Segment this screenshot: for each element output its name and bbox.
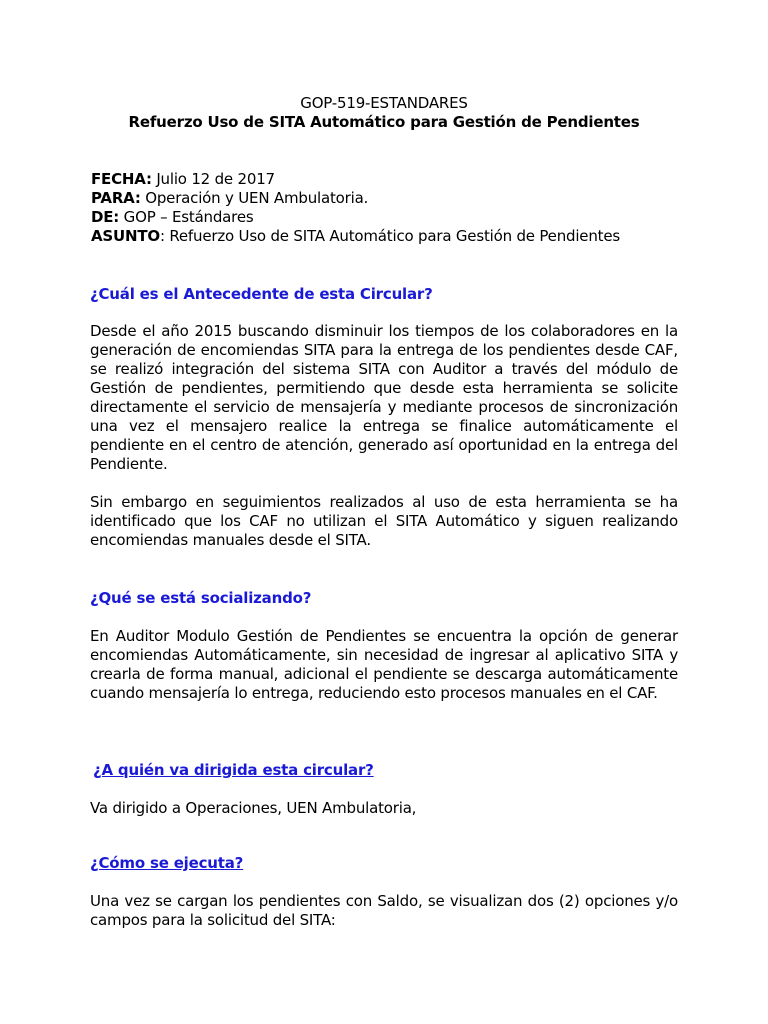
section-socializando-heading: ¿Qué se está socializando?: [90, 589, 312, 607]
meta-fecha: [91, 170, 275, 189]
meta-fecha-value: Julio 12 de 2017: [151, 170, 275, 188]
section-dirigida-heading: ¿A quién va dirigida esta circular?: [93, 761, 374, 779]
meta-asunto: [91, 227, 620, 246]
section-dirigida-paragraph: Va dirigido a Operaciones, UEN Ambulatoria,: [90, 799, 417, 817]
section-antecedente-heading: ¿Cuál es el Antecedente de esta Circular?: [90, 285, 433, 303]
meta-de-label: DE:: [91, 208, 120, 226]
meta-de: [91, 208, 253, 227]
document-title: Refuerzo Uso de SITA Automático para Gestión de Pendientes: [128, 113, 640, 131]
section-ejecuta-paragraph: Una vez se cargan los pendientes con Saldo, se visualizan dos (2) opciones y/o campos para la solicitud del SITA:: [90, 892, 678, 929]
meta-asunto-value: : Refuerzo Uso de SITA Automático para Gestión de Pendientes: [159, 227, 620, 245]
meta-de-value: GOP – Estándares: [119, 208, 254, 226]
section-antecedente-paragraph-2: Sin embargo en seguimientos realizados al uso de esta herramienta se ha identificado que los CAF no utilizan el SITA Automático y siguen realizando encomiendas manuales desde el SITA.: [90, 493, 678, 549]
document-code: GOP-519-ESTANDARES: [300, 94, 468, 112]
section-socializando-paragraph: En Auditor Modulo Gestión de Pendientes se encuentra la opción de generar encomiendas Automáticamente, sin necesidad de ingresar al aplicativo SITA y crearla de forma manual, adicional el pendiente se descarga automáticamente cuando mensajería lo entrega, reduciendo esto procesos manuales en el CAF.: [90, 627, 678, 702]
meta-fecha-label: FECHA:: [91, 170, 152, 188]
section-antecedente-paragraph-1: Desde el año 2015 buscando disminuir los tiempos de los colaboradores en la generación de encomiendas SITA para la entrega de los pendientes desde CAF, se realizó integración del sistema SITA con Auditor a través del módulo de Gestión de pendientes, permitiendo que desde esta herramienta se solicite directamente el servicio de mensajería y mediante procesos de sincronización una vez el mensajero realice la entrega se finalice automáticamente el pendiente en el centro de atención, generado así oportunidad en la entrega del Pendiente.: [90, 322, 678, 473]
meta-asunto-label: ASUNTO: [91, 227, 160, 245]
meta-para-label: PARA:: [91, 189, 141, 207]
meta-para-value: Operación y UEN Ambulatoria.: [140, 189, 369, 207]
meta-para: [91, 189, 368, 208]
section-ejecuta-heading: ¿Cómo se ejecuta?: [90, 854, 244, 872]
